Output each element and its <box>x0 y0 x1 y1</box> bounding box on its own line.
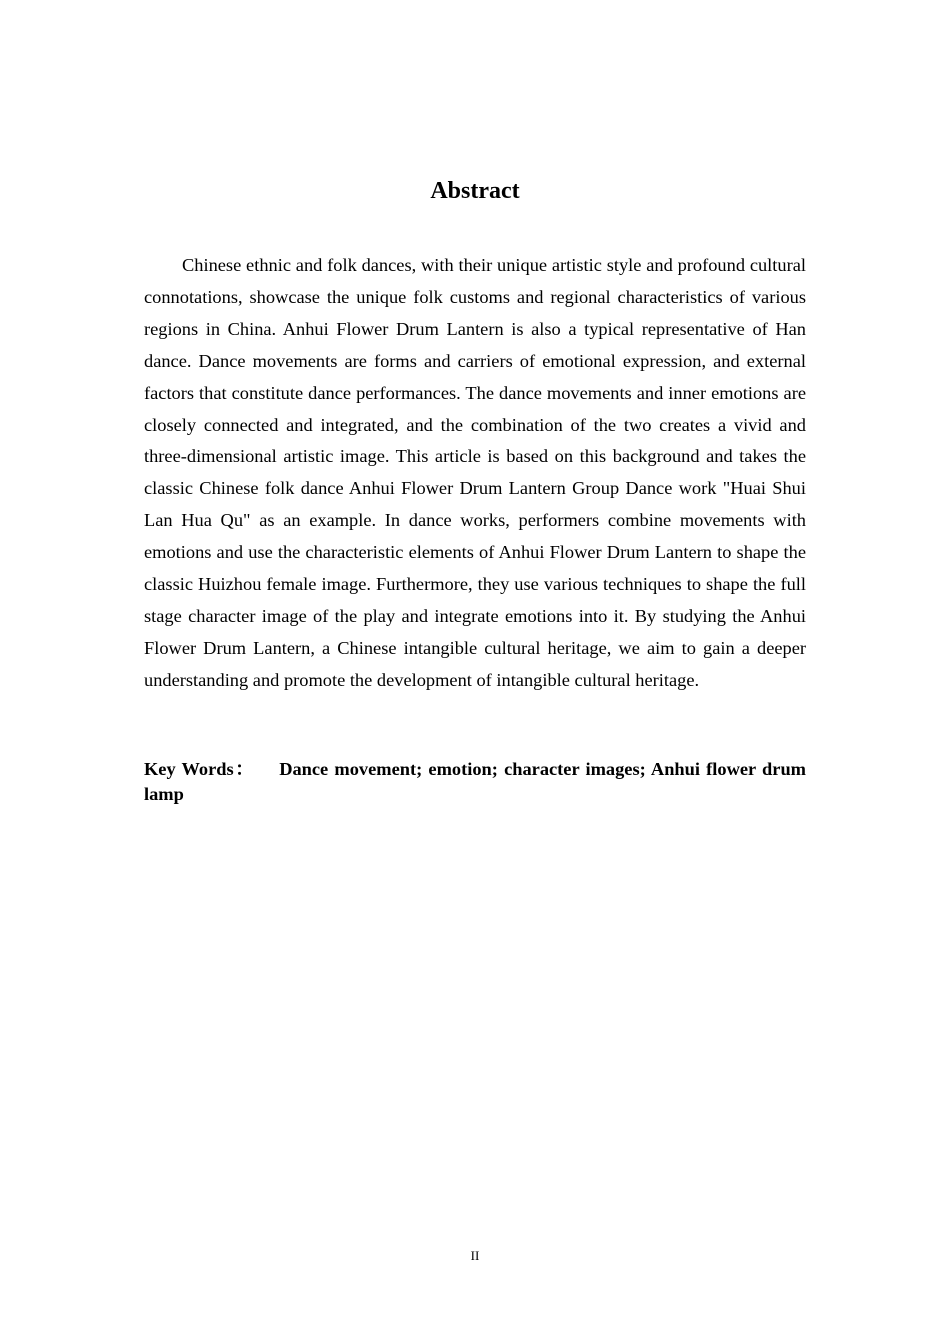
keywords-line <box>144 757 806 807</box>
page-number: II <box>470 1248 480 1263</box>
keyword-item: emotion; <box>428 759 498 779</box>
keywords-label: Key Words： <box>144 759 256 779</box>
keyword-item: character images; <box>504 759 646 779</box>
abstract-body: Chinese ethnic and folk dances, with their unique artistic style and profound cultural connotations, showcase the unique folk customs and regional characteristics of various regions in China. Anhui Flower Drum Lantern is also a typical representative of Han dance. Dance movements are forms and carriers of emotional expression, and external factors that constitute dance performances. The dance movements and inner emotions are closely connected and integrated, and the combination of the two creates a vivid and three-dimensional artistic image. This article is based on this background and takes the classic Chinese folk dance Anhui Flower Drum Lantern Group Dance work "Huai Shui Lan Hua Qu" as an example. In dance works, performers combine movements with emotions and use the characteristic elements of Anhui Flower Drum Lantern to shape the classic Huizhou female image. Furthermore, they use various techniques to shape the full stage character image of the play and integrate emotions into it. By studying the Anhui Flower Drum Lantern, a Chinese intangible cultural heritage, we aim to gain a deeper understanding and promote the development of intangible cultural heritage. <box>144 255 806 690</box>
keyword-item: Dance movement; <box>279 759 423 779</box>
abstract-title: Abstract <box>430 178 520 204</box>
keyword-item: Anhui flower drum lamp <box>144 759 806 804</box>
